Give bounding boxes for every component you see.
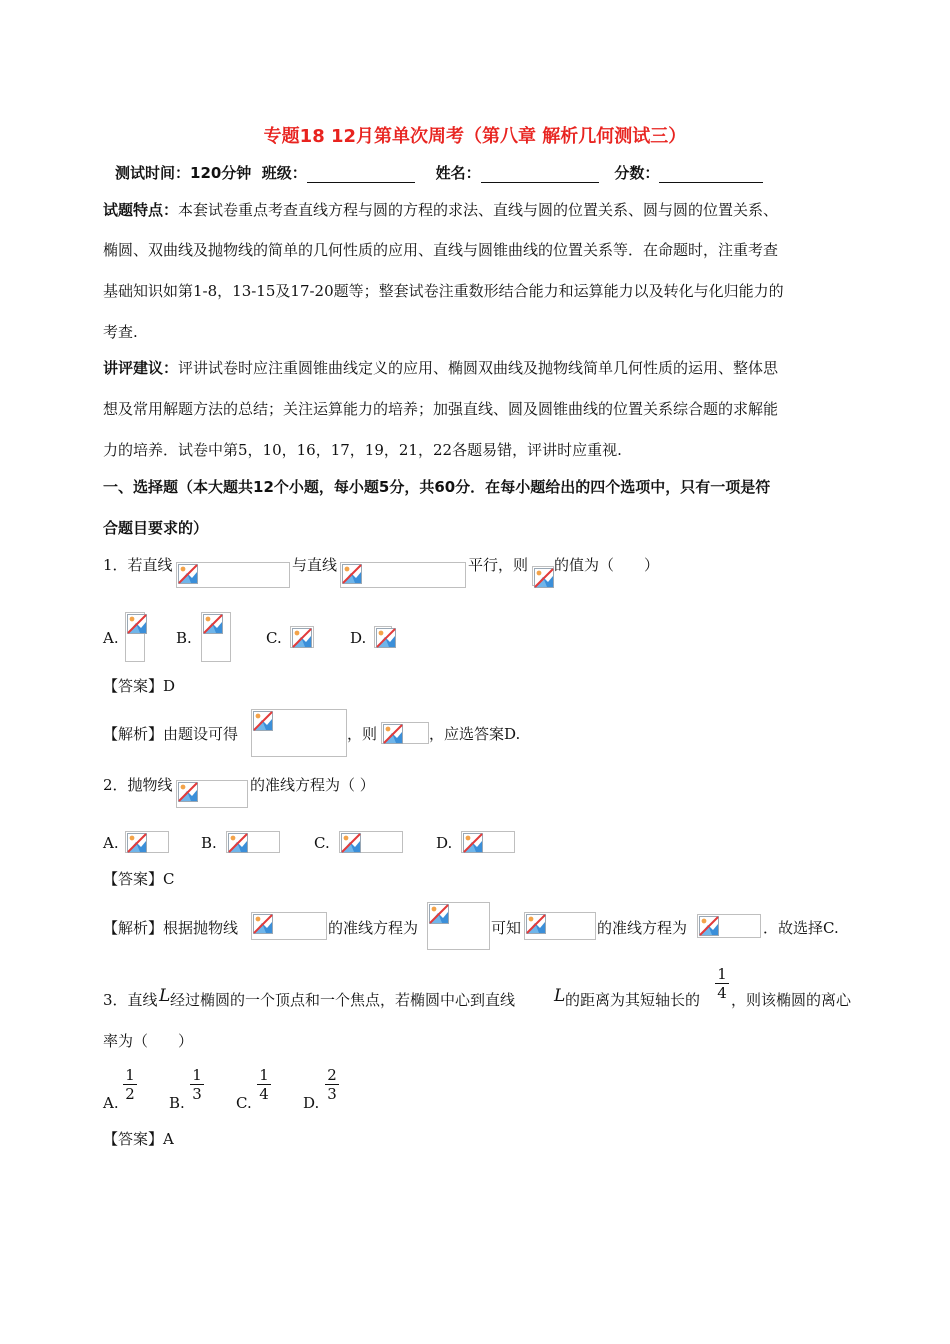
- q1-formula-image-3: [532, 566, 554, 586]
- q1-solution-a: 【解析】由题设可得: [103, 725, 239, 743]
- q3-option-c-label: C.: [236, 1094, 252, 1112]
- advice-label: 讲评建议：: [103, 359, 179, 377]
- q1-option-d-image: [374, 626, 392, 648]
- advice-line-1: 讲评建议：评讲试卷时应注重圆锥曲线定义的应用、椭圆双曲线及抛物线简单几何性质的运用、整体思: [103, 359, 779, 377]
- q2-formula-image: [176, 780, 248, 808]
- q3-text-c: 的距离为其短轴长的: [565, 991, 701, 1009]
- features-line-1: 试题特点：本套试卷重点考查直线方程与圆的方程的求法、直线与圆的位置关系、圆与圆的位置关系、: [103, 201, 779, 219]
- q1-formula-image-2: [340, 562, 466, 588]
- time-label: 测试时间：120分钟: [115, 164, 252, 182]
- name-blank: [481, 166, 599, 183]
- q1-formula-image-1: [176, 562, 290, 588]
- q3-option-c-fraction: 1 4: [257, 1067, 271, 1102]
- q2-solution-image-1: [251, 912, 327, 940]
- q3-option-b-label: B.: [169, 1094, 185, 1112]
- q1-solution-b: ，则: [347, 725, 378, 743]
- q3-fraction: 1 4: [715, 966, 729, 1001]
- q2-option-a-label: A.: [103, 834, 119, 852]
- q1-option-a-label: A.: [103, 629, 119, 647]
- q3-option-a-label: A.: [103, 1094, 119, 1112]
- q2-option-b-label: B.: [201, 834, 217, 852]
- q3-option-d-label: D.: [303, 1094, 320, 1112]
- q3-var-l-2: L: [554, 986, 566, 1006]
- q2-option-d-label: D.: [436, 834, 453, 852]
- q1-option-a-image: [125, 612, 145, 662]
- q2-option-d-image: [461, 831, 515, 853]
- class-label: 班级：: [261, 164, 307, 182]
- q2-solution-c: 可知: [491, 919, 522, 937]
- features-label: 试题特点：: [103, 201, 179, 219]
- q2-solution-image-3: [524, 912, 596, 940]
- q2-solution-a: 【解析】根据抛物线: [103, 919, 239, 937]
- q3-text-b: 经过椭圆的一个顶点和一个焦点，若椭圆中心到直线: [170, 991, 516, 1009]
- q2-solution-image-2: [427, 902, 490, 950]
- section-heading-line-1: 一、选择题（本大题共12个小题，每小题5分，共60分．在每小题给出的四个选项中，只有一项是符: [103, 478, 771, 496]
- q2-answer: 【答案】C: [103, 870, 175, 888]
- q1-option-b-image: [201, 612, 231, 662]
- features-line-2: 椭圆、双曲线及抛物线的简单的几何性质的应用、直线与圆锥曲线的位置关系等．在命题时，注重考查: [103, 241, 779, 259]
- q3-text-line-2: 率为（ ）: [103, 1032, 194, 1050]
- q1-option-c-image: [290, 626, 314, 648]
- q2-option-c-label: C.: [314, 834, 330, 852]
- features-line-3: 基础知识如第1-8，13-15及17-20题等；整套试卷注重数形结合能力和运算能力以及转化与化归能力的: [103, 282, 784, 300]
- q1-text-c: 平行，则: [468, 556, 529, 574]
- score-label: 分数：: [614, 164, 660, 182]
- q2-solution-e: ．故选择C.: [763, 919, 839, 937]
- q3-option-a-fraction: 1 2: [123, 1067, 137, 1102]
- q2-text-b: 的准线方程为（ ）: [250, 776, 375, 794]
- features-line-4: 考查.: [103, 323, 138, 341]
- advice-line-3: 力的培养．试卷中第5，10，16，17，19，21，22各题易错，评讲时应重视.: [103, 441, 622, 459]
- q1-answer: 【答案】D: [103, 677, 176, 695]
- q3-var-l-1: L: [159, 986, 171, 1006]
- q3-option-b-fraction: 1 3: [190, 1067, 204, 1102]
- score-blank: [659, 166, 763, 183]
- section-heading-line-2: 合题目要求的）: [103, 519, 209, 537]
- q1-solution-c: ，应选答案D.: [429, 725, 521, 743]
- q3-text-d: ，则该椭圆的离心: [731, 991, 852, 1009]
- page-title: 专题18 12月第单次周考（第八章 解析几何测试三）: [263, 126, 687, 147]
- q2-text-a: 2．抛物线: [103, 776, 173, 794]
- q2-option-b-image: [226, 831, 280, 853]
- q1-option-d-label: D.: [350, 629, 367, 647]
- q1-text-a: 1．若直线: [103, 556, 173, 574]
- class-blank: [307, 166, 415, 183]
- name-label: 姓名：: [435, 164, 481, 182]
- q2-solution-b: 的准线方程为: [328, 919, 419, 937]
- q1-text-b: 与直线: [292, 556, 338, 574]
- q2-option-c-image: [339, 831, 403, 853]
- q1-solution-image-2: [381, 722, 429, 744]
- test-info: [115, 163, 763, 183]
- advice-line-2: 想及常用解题方法的总结；关注运算能力的培养；加强直线、圆及圆锥曲线的位置关系综合题的求解能: [103, 400, 779, 418]
- q1-text-d: 的值为（ ）: [554, 556, 660, 574]
- q3-option-d-fraction: 2 3: [325, 1067, 339, 1102]
- q1-option-b-label: B.: [176, 629, 192, 647]
- q3-text-a: 3．直线: [103, 991, 158, 1009]
- q1-solution-image-1: [251, 709, 347, 757]
- q2-option-a-image: [125, 831, 169, 853]
- q1-option-c-label: C.: [266, 629, 282, 647]
- q3-answer: 【答案】A: [103, 1130, 174, 1148]
- q2-solution-d: 的准线方程为: [597, 919, 688, 937]
- q2-solution-image-4: [697, 914, 761, 938]
